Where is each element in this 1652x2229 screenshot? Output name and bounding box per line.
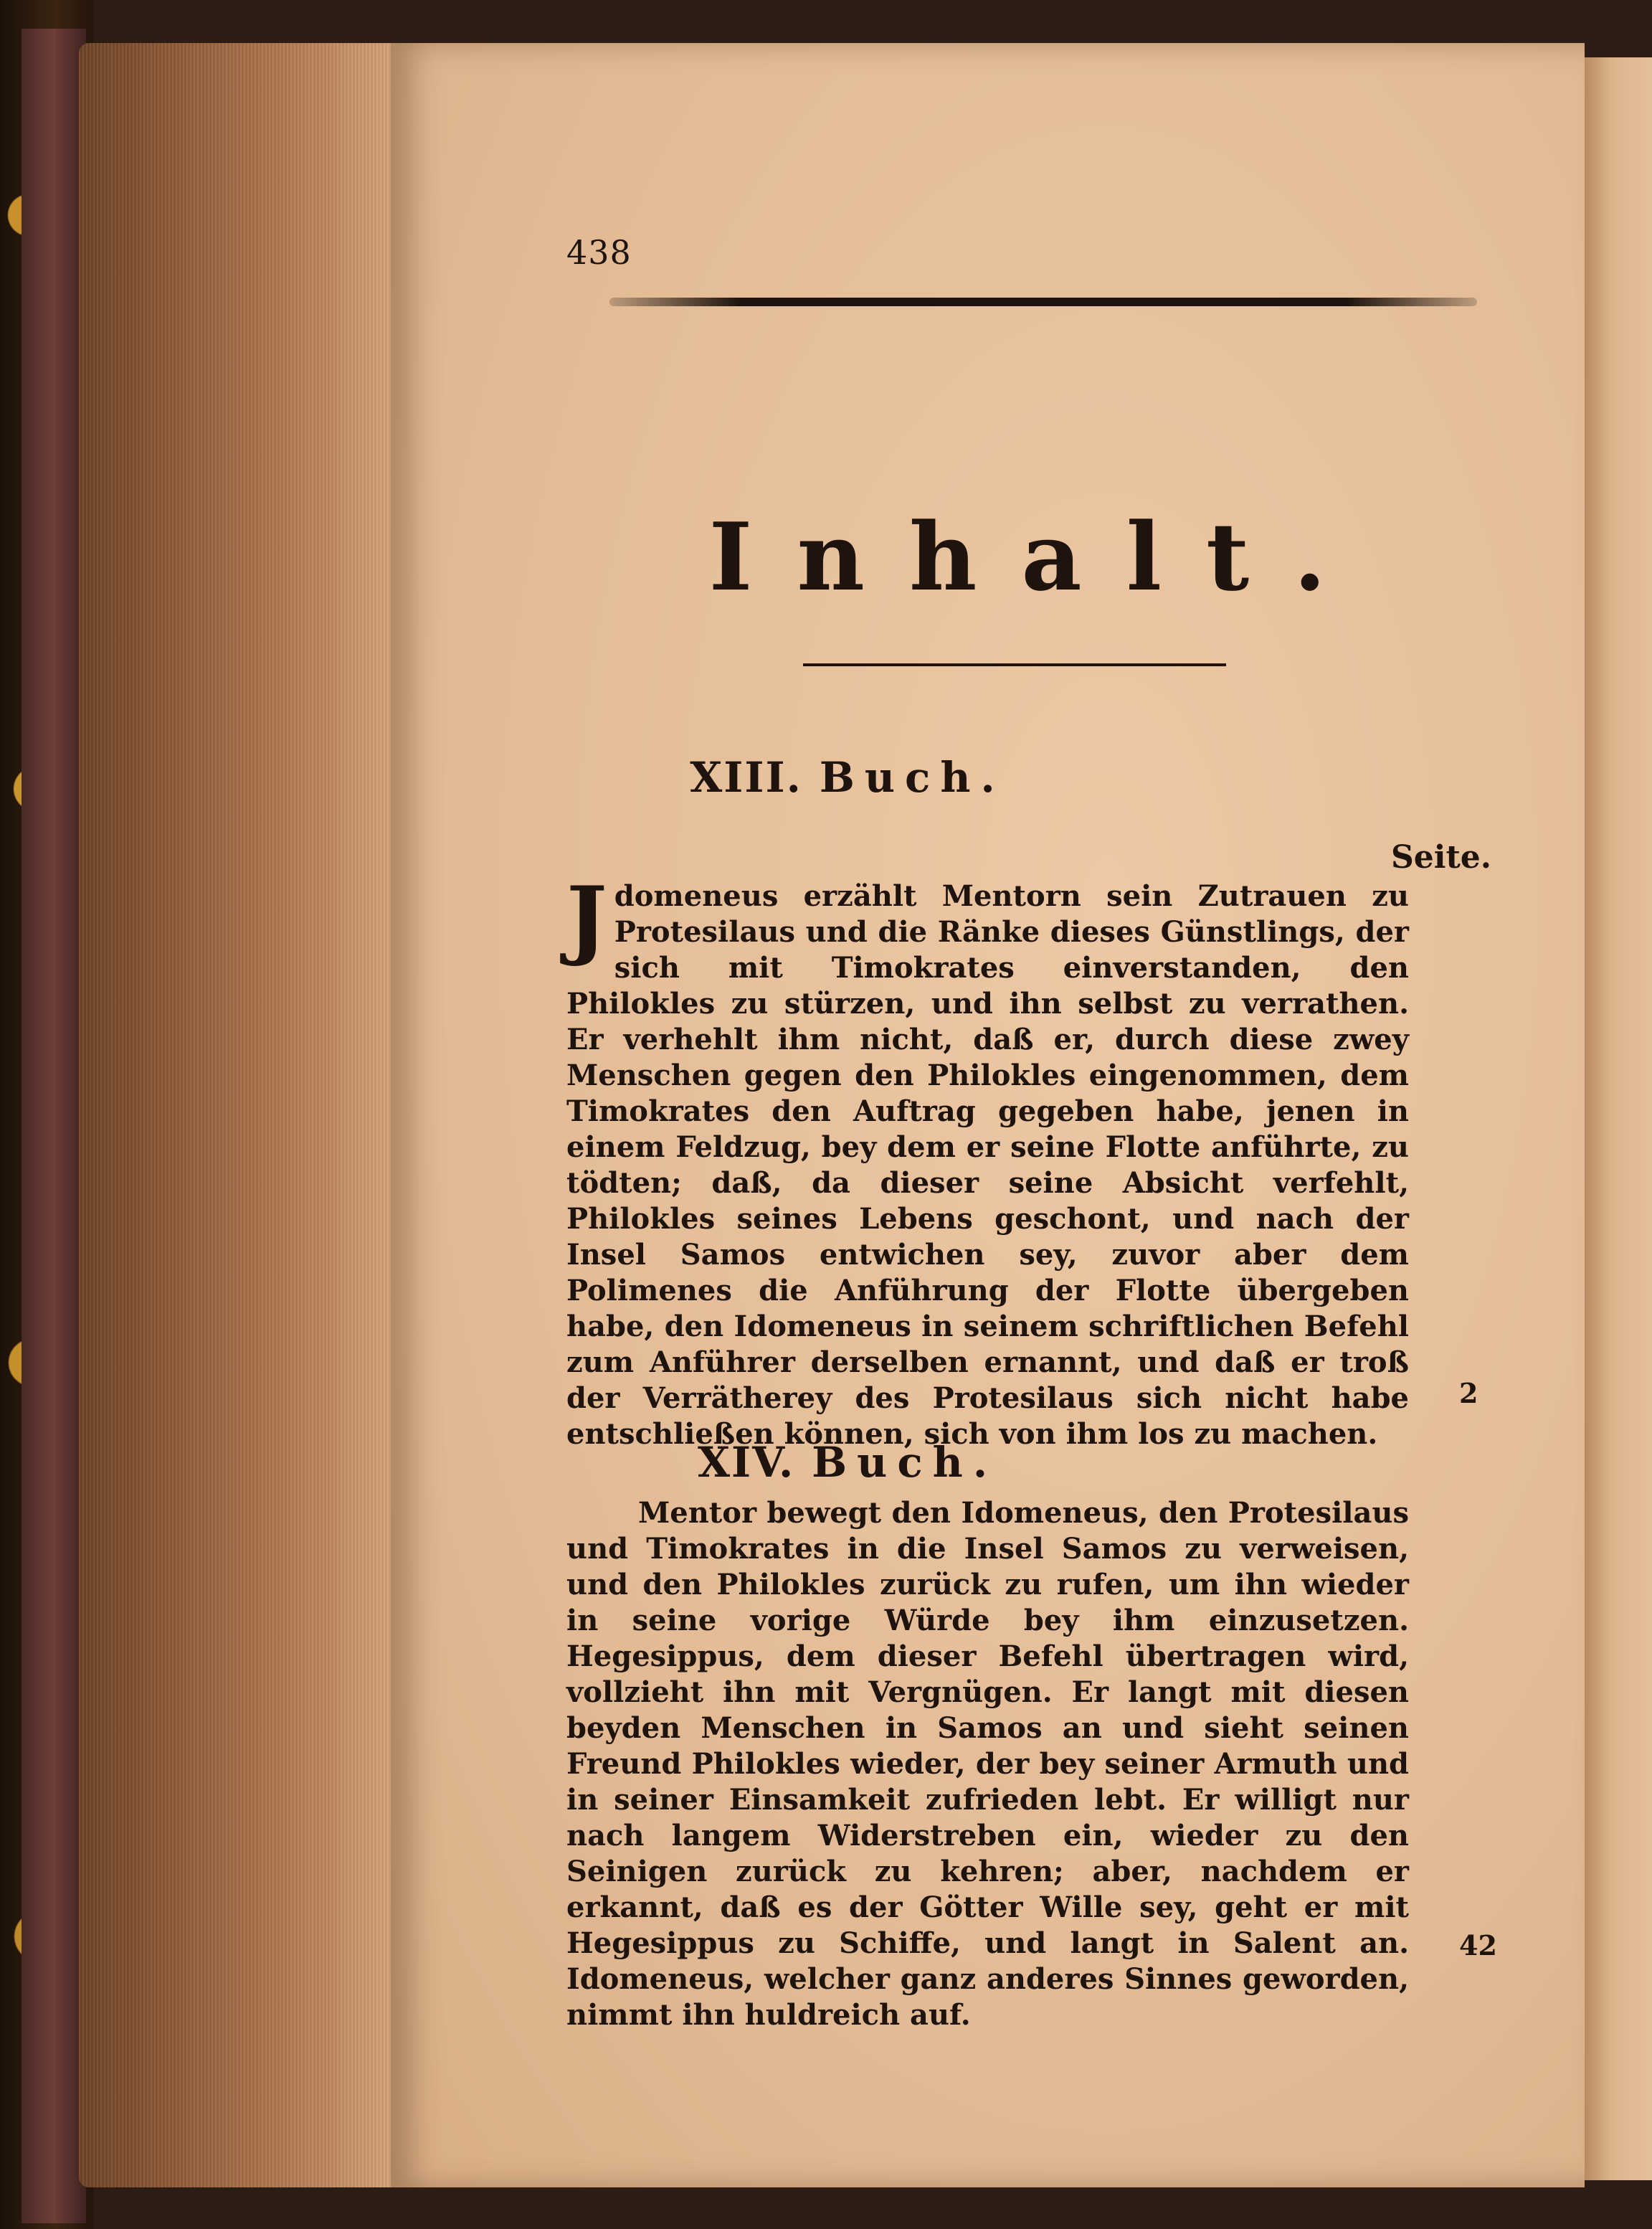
page-number: 438 <box>566 233 632 272</box>
section-word: Buch. <box>819 753 1005 802</box>
section-word: Buch. <box>812 1438 998 1487</box>
section-roman: XIII. <box>690 753 802 802</box>
header-rule <box>609 298 1477 306</box>
entry-text: Mentor bewegt den Idomeneus, den Protesilaus und Timokrates in die Insel Samos zu verweisen, und den Philokles zurück zu rufen, um ihn wieder in seine vorige Würde bey ihm einzusetzen. Hegesippus, dem dieser Befehl übertragen wird, vollzieht ihn mit Vergnügen. Er langt mit diesen beyden Menschen in Samos an und sieht seinen Freund Philokles wieder, der bey seiner Armuth und in seiner Einsamkeit zufrieden lebt. Er willigt nur nach langem Widerstreben ein, wieder zu den Seinigen zurück zu kehren; aber, nachdem er erkannt, daß es der Götter Wille sey, geht er mit Hegesippus zu Schiffe, und langt in Salent an. Idomeneus, welcher ganz anderes Sinnes geworden, nimmt ihn huldreich auf. <box>566 1496 1409 2032</box>
page-edges <box>79 43 394 2187</box>
title-rule <box>803 663 1226 666</box>
section-heading-xiii <box>0 753 1652 802</box>
entry-text: domeneus erzählt Mentorn sein Zutrauen zu Protesilaus und die Ränke dieses Günstlings, der sich mit Timokrates einverstanden, den Philokles zu stürzen, und ihn selbst zu verrathen. Er verhehlt ihm nicht, daß er, durch diese zwey Menschen gegen den Philokles eingenommen, dem Timokrates den Auftrag gegeben habe, jenen in einem Feldzug, bey dem er seine Flotte anführte, zu tödten; daß, da dieser seine Absicht verfehlt, Philokles seines Lebens geschont, und nach der Insel Samos entwichen sey, zuvor aber dem Polimenes die Anführung der Flotte übergeben habe, den Idomeneus in seinem schriftlichen Befehl zum Anführer derselben ernannt, und daß er troß der Verrätherey des Protesilaus sich nicht habe entschließen können, sich von ihm los zu machen. <box>566 879 1409 1451</box>
entry-page-ref: 42 <box>1459 1929 1497 1961</box>
facing-page-edge <box>1585 57 1652 2180</box>
section-heading-xiv <box>0 1438 1652 1487</box>
entry-page-ref: 2 <box>1459 1377 1478 1409</box>
page-title: Inhalt. <box>708 502 1371 612</box>
section-entry-xiii <box>566 868 1409 1452</box>
section-roman: XIV. <box>697 1438 795 1487</box>
drop-cap: J <box>566 868 607 969</box>
book-spine <box>22 29 86 2223</box>
page-column-header: Seite. <box>1391 839 1492 876</box>
section-entry-xiv <box>566 1495 1409 2033</box>
